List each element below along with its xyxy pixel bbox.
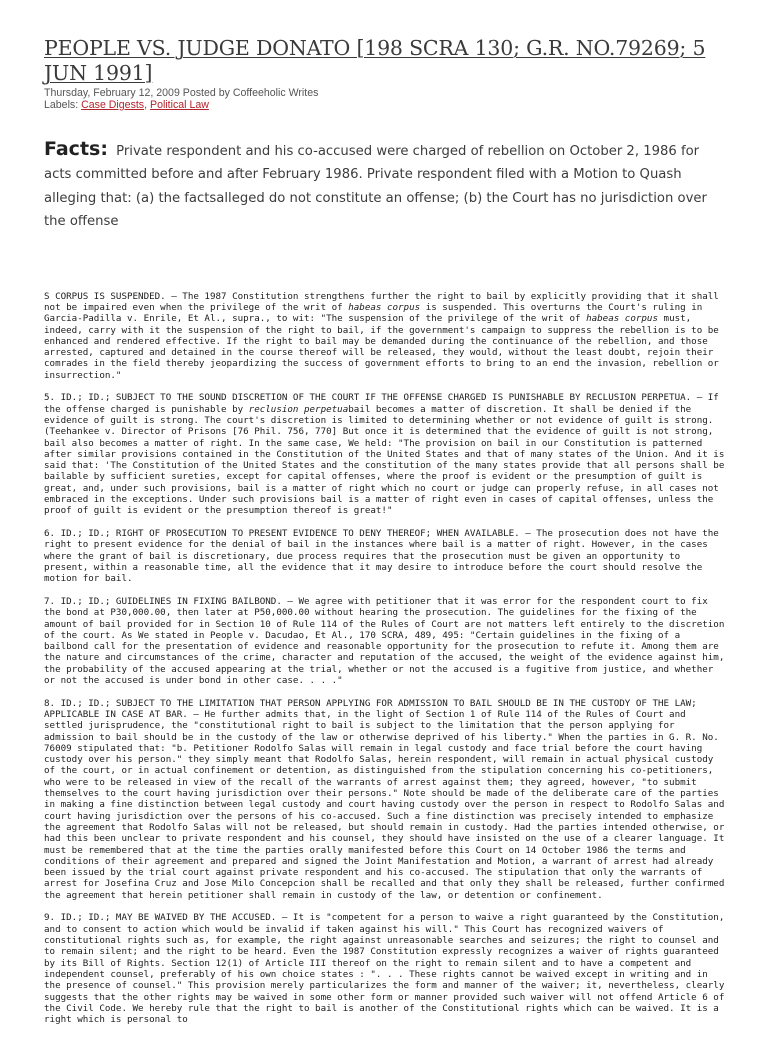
italic-text: reclusion perpetua — [248, 403, 349, 415]
body-paragraph — [44, 528, 726, 584]
body-paragraph — [44, 392, 726, 516]
post-labels — [44, 99, 726, 111]
italic-text: habeas corpus — [348, 301, 421, 313]
paragraph-text: S CORPUS IS SUSPENDED. — The 1987 Constitution strengthens further the right to bail by explicitly providing that it shall not be impaired even when the privilege of the writ of — [44, 290, 719, 313]
paragraph-text: 5. ID.; ID.; SUBJECT TO THE SOUND DISCRETION OF THE COURT IF THE OFFENSE CHARGED IS PUNISHABLE BY RECLUSION PERPETUA. — If the offense charged is punishable by — [44, 392, 719, 415]
labels-prefix: Labels: — [44, 99, 82, 111]
paragraph-text: 6. ID.; ID.; RIGHT OF PROSECUTION TO PRESENT EVIDENCE TO DENY THEREOF; WHEN AVAILABLE. — The prosecution does not have the right to present evidence for the denial of bail in the instances where bail is a matter of right. However, in the cases where the grant of bail is discretionary, due process requires that the prosecution must be given an opportunity to present, within a reasonable time, all the evidence that it may desire to introduce before the court should resolve the motion for bail. — [44, 528, 719, 585]
post-meta: Thursday, February 12, 2009 Posted by Coffeeholic Writes — [44, 87, 319, 99]
body-paragraph — [44, 912, 726, 1025]
decision-body — [44, 291, 726, 1026]
facts-heading: Facts: — [44, 138, 108, 160]
italic-text: habeas corpus — [586, 313, 658, 325]
paragraph-text: 7. ID.; ID.; GUIDELINES IN FIXING BAILBOND. — We agree with petitioner that it was error for the respondent court to fix the bond at P30,000.00, then later at P50,000.00 without hearing the prosecution. The guidelines for the fixing of the amount of bail provided for in Section 10 of Rule 114 of the Rules of Court are not matters left entirely to the discretion of the court. As We stated in People v. Dacudao, Et Al., 170 SCRA, 489, 495: "Certain guidelines in the fixing of a bailbond call for the presentation of evidence and reasonable opportunity for the prosecution to refute it. Among them are the nature and circumstances of the crime, character and reputation of the accused, the weight of the evidence against him, the probability of the accused appearing at the trial, whether or not the accused is a fugitive from justice, and whether or not the accused is under bond in other case. . . ." — [44, 595, 725, 686]
blog-post — [44, 36, 726, 1037]
body-paragraph — [44, 698, 726, 901]
paragraph-text: 9. ID.; ID.; MAY BE WAIVED BY THE ACCUSED. — It is "competent for a person to waive a right guaranteed by the Constitution, and to consent to action which would be invalid if taken against his will." This Court has recognized waivers of constitutional rights such as, for example, the right against unreasonable searches and seizures; the right to counsel and to remain silent; and the right to be heard. Even the 1987 Constitution expressly recognizes a waiver of rights guaranteed by its Bill of Rights. Section 12(1) of Article III thereof on the right to remain silent and to have a competent and independent counsel, preferably of his own choice states : ". . . These rights cannot be waived except in writing and in the presence of counsel." This provision merely particularizes the form and manner of the waiver; it, nevertheless, clearly suggests that the other rights may be waived in some other form or manner provided such waiver will not offend Article 6 of the Civil Code. We hereby rule that the right to bail is another of the Constitutional rights which can be waived. It is a right which is personal to — [44, 912, 725, 1026]
paragraph-text: bail becomes a matter of discretion. It shall be denied if the evidence of guilt is strong. The court's discretion is limited to determining whether or not evidence of guilt is strong. (Teehankee v. Director of Prisons [76 Phil. 756, 770] But once it is determined that the evidence of guilt is not strong, bail also becomes a matter of right. In the same case, We held: "The provision on bail in our Constitution is patterned after similar provisions contained in the Constitution of the United States and that of many states of the Union. And it is said that: 'The Constitution of the United States and the constitution of the many states provide that all persons shall be bailable by sufficient sureties, except for capital offenses, where the proof is evident or the presumption of guilt is great, and, under such provisions, bail is a matter of right which no court or judge can properly refuse, in all cases not embraced in the exceptions. Under such provisions bail is a matter of right even in cases of capital offenses, unless the proof of guilt is evident or the presumption thereof is great!" — [44, 403, 725, 517]
body-paragraph — [44, 291, 726, 381]
paragraph-text: is suspended. This overturns the Court's ruling in Garcia-Padilla v. Enrile, Et Al., supra., to wit: "The suspension of the privilege of the writ of — [44, 301, 703, 325]
label-link-political-law[interactable]: Political Law — [150, 99, 209, 111]
labels-separator: , — [144, 99, 150, 111]
body-paragraph — [44, 596, 726, 686]
facts-text: Private respondent and his co-accused were charged of rebellion on October 2, 1986 for acts committed before and after February 1986. Private respondent filed with a Motion to Quash alleging that: (a) the factsalleged do not constitute an offense; (b) the Court has no jurisdiction over the offense — [44, 144, 707, 230]
facts-section — [44, 138, 726, 234]
post-title[interactable]: PEOPLE VS. JUDGE DONATO [198 SCRA 130; G.R. NO.79269; 5 JUN 1991] — [44, 36, 706, 85]
paragraph-text: 8. ID.; ID.; SUBJECT TO THE LIMITATION THAT PERSON APPLYING FOR ADMISSION TO BAIL SHOULD BE IN THE CUSTODY OF THE LAW; APPLICABLE IN CASE AT BAR. — He further admits that, in the light of Section 1 of Rule 114 of the Rules of Court and settled jurisprudence, the "constitutional right to bail is subject to the limitation that the person applying for admission to bail should be in the custody of the law or otherwise deprived of his liberty." When the parties in G. R. No. 76009 stipulated that: "b. Petitioner Rodolfo Salas will remain in legal custody and face trial before the court having custody over his person." they simply meant that Rodolfo Salas, herein respondent, will remain in actual physical custody of the court, or in actual confinement or detention, as distinguished from the stipulation concerning his co-petitioners, who were to be released in view of the recall of the warrants of arrest against them; they agreed, however, "to submit themselves to the court having jurisdiction over their persons." Note should be made of the deliberate care of the parties in making a fine distinction between legal custody and court having custody over the person in respect to Rodolfo Salas and court having jurisdiction over the persons of his co-accused. Such a fine distinction was precisely intended to emphasize the agreement that Rodolfo Salas will not be released, but should remain in custody. Had the parties intended otherwise, or had this been unclear to private respondent and his counsel, they should have insisted on the use of a clearer language. It must be remembered that at the time the parties orally manifested before this Court on 14 October 1986 the terms and conditions of their agreement and prepared and signed the Joint Manifestation and Motion, a warrant of arrest had already been issued by the trial court against private respondent and his co-accused. The stipulation that only the warrants of arrest for Josefina Cruz and Jose Milo Concepcion shall be recalled and that only they shall be released, further confirmed the agreement that herein petitioner shall remain in custody of the law, or detention or confinement. — [44, 697, 725, 901]
label-link-case-digests[interactable]: Case Digests — [81, 99, 145, 111]
paragraph-text: must, indeed, carry with it the suspension of the right to bail, if the government's campaign to suppress the rebellion is to be enhanced and rendered effective. If the right to bail may be demanded during the continuance of the rebellion, and those arrested, captured and detained in the course thereof will be released, they would, without the least doubt, rejoin their comrades in the field thereby jeopardizing the success of government efforts to bring to an end the invasion, rebellion or insurrection." — [44, 313, 719, 381]
